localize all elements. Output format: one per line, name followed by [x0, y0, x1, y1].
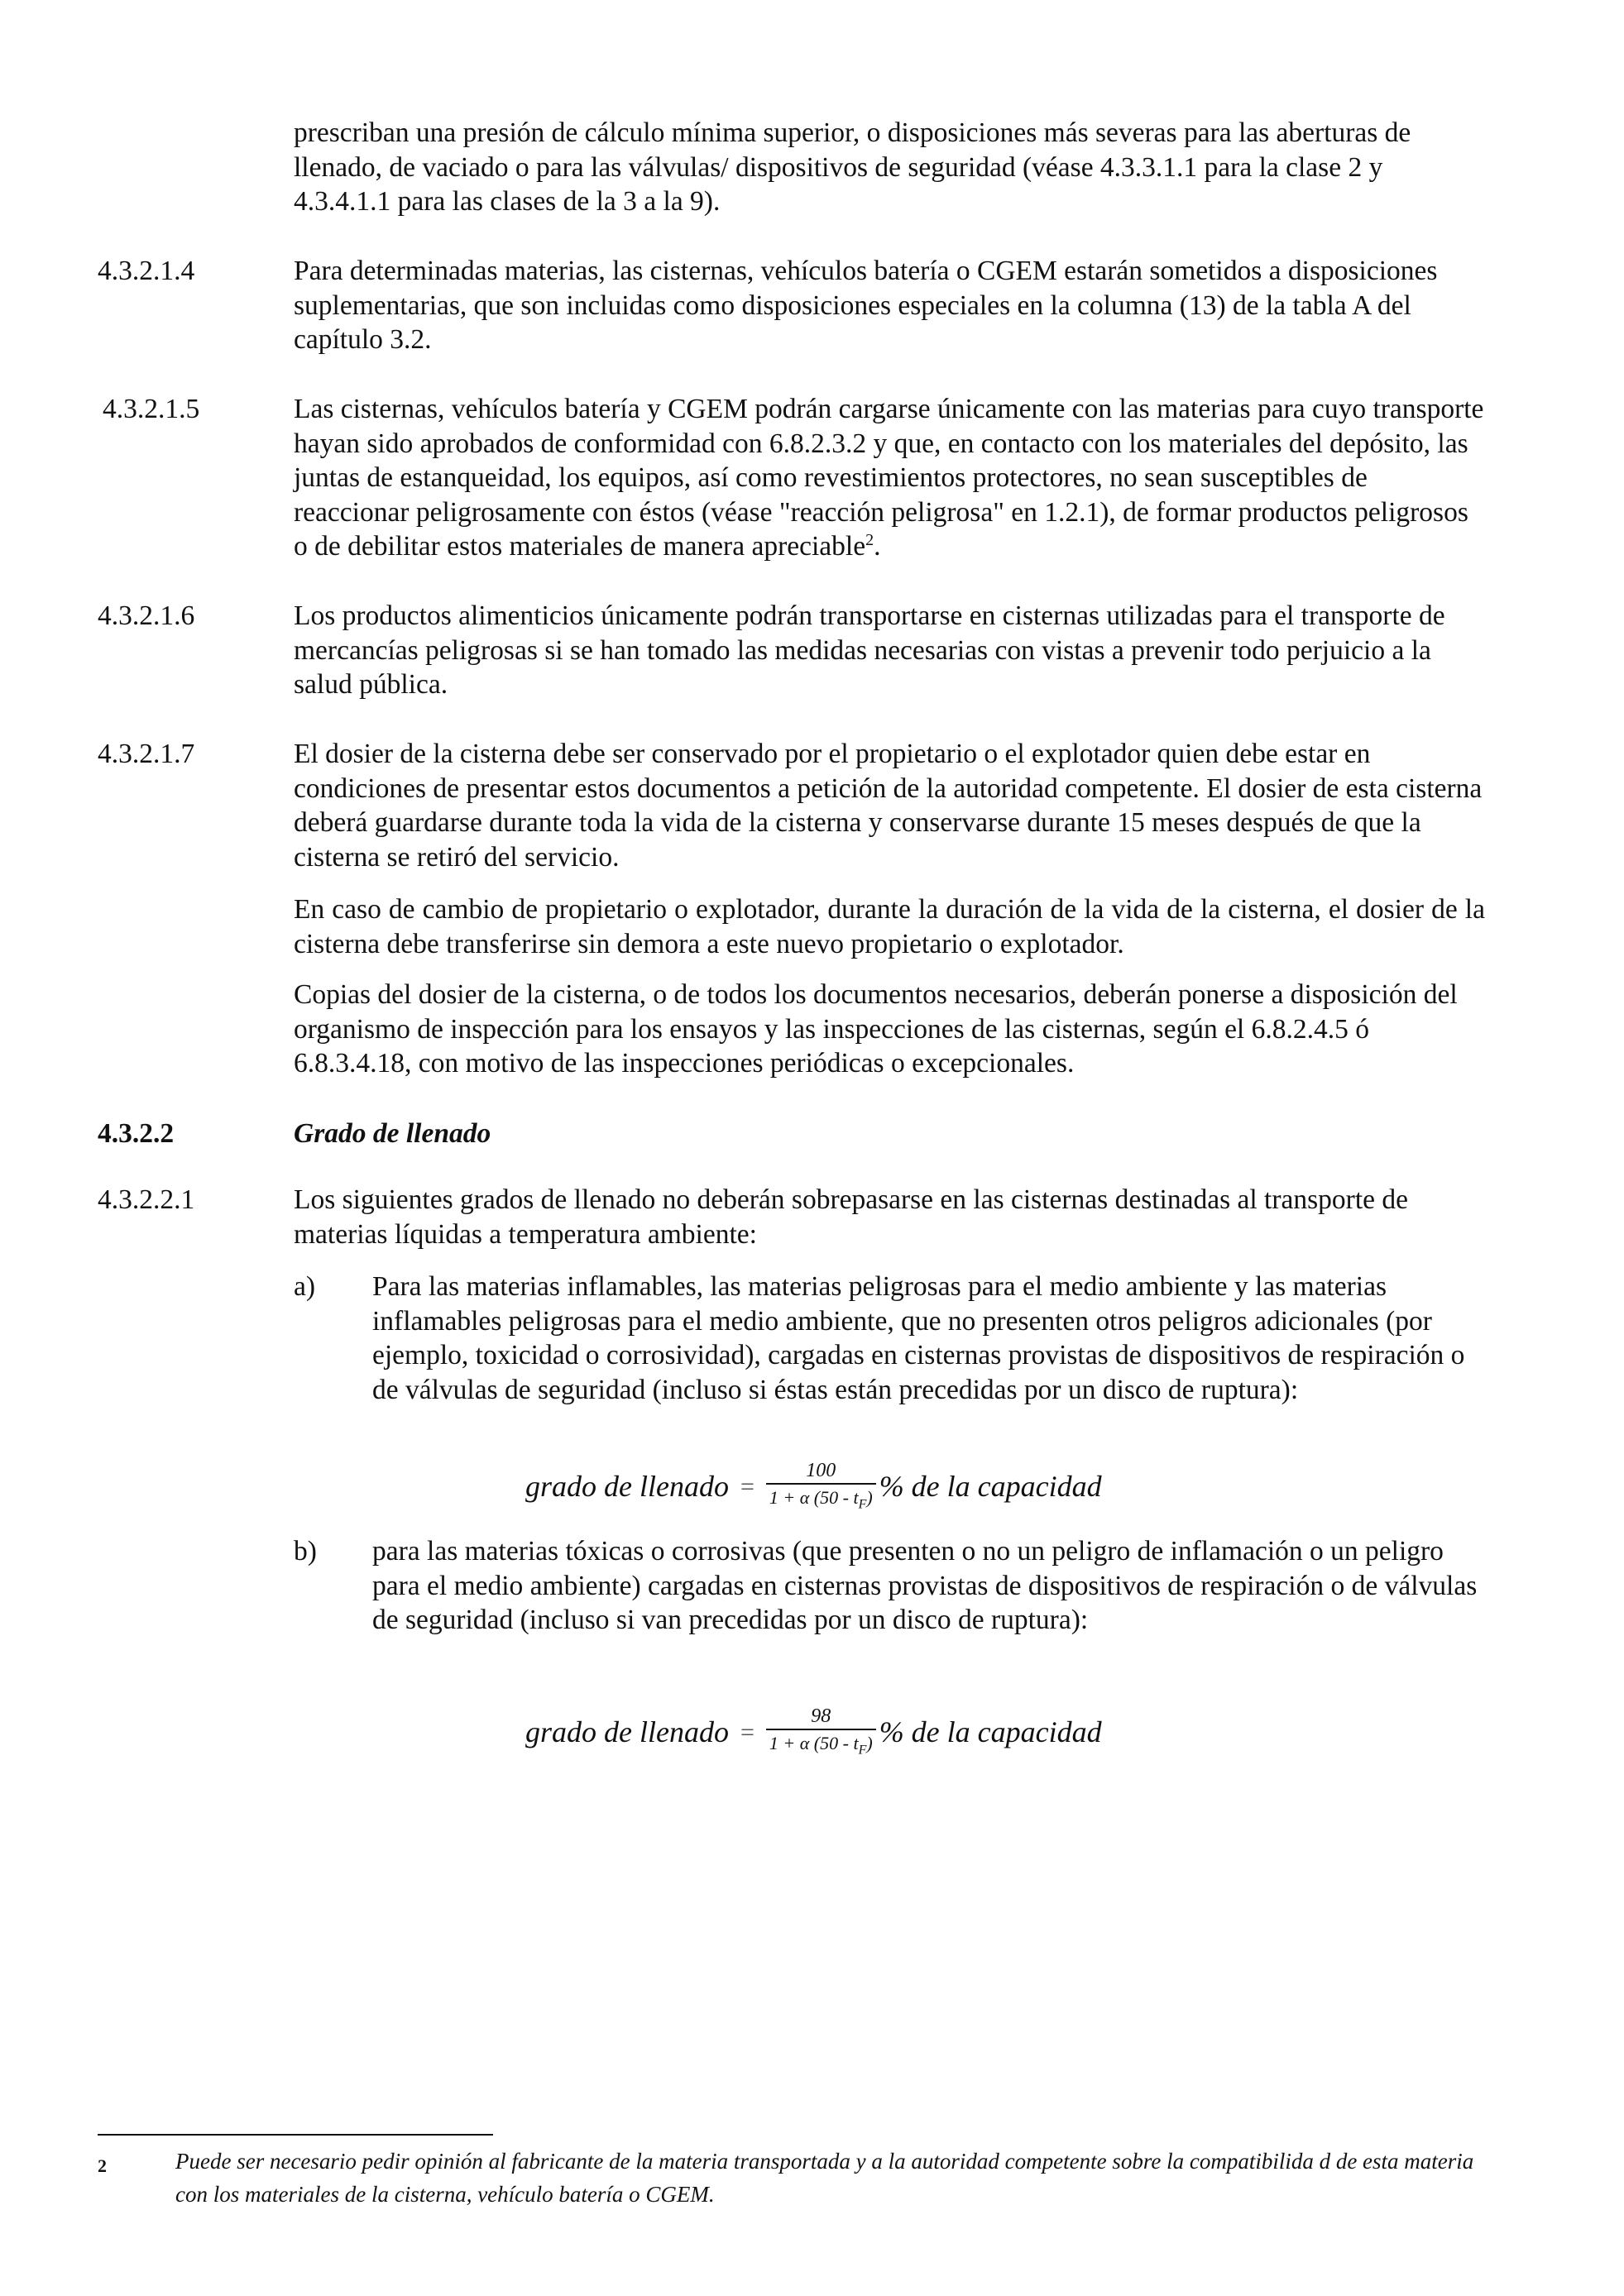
paragraph-4-3-2-1-7	[294, 737, 1485, 874]
formula-rhs: % de la capacidad	[879, 1470, 1102, 1504]
formula-a	[525, 1458, 1102, 1516]
denominator-end: )	[866, 1733, 873, 1753]
denominator-subscript: F	[858, 1497, 867, 1512]
intro-text: prescriban una presión de cálculo mínima superior, o disposiciones más severas para las aberturas de llenado, de vaciado o para las válvulas/ dispositivos de seguridad (véase 4.3.3.1.1 para la clase 2 y 4.3.4.1.1 para las clases de la 3 a la 9).	[294, 117, 1411, 217]
paragraph-text: Para determinadas materias, las cisternas, vehículos batería o CGEM estarán sometidos a disposiciones suplementarias, que son incluidas como disposiciones especiales en la columna (13) de la tabla A del capítulo 3.2.	[294, 256, 1438, 355]
formula-fraction	[766, 1458, 876, 1516]
formula-numerator: 100	[806, 1460, 836, 1481]
paragraph-4-3-2-1-7-extra-2	[294, 978, 1485, 1081]
formula-equals: =	[740, 1473, 755, 1501]
formula-b	[525, 1704, 1102, 1762]
formula-rhs: % de la capacidad	[879, 1715, 1102, 1749]
list-item-label: b)	[294, 1536, 317, 1567]
footnote-body: Puede ser necesario pedir opinión al fabricante de la materia transportada y a la autoridad competente sobre la compatibilida d de esta materia con los materiales de la cisterna, vehículo batería o CGEM.	[175, 2149, 1474, 2207]
paragraph-text	[294, 392, 1485, 564]
denominator-text: 1 + α (50 - t	[769, 1733, 859, 1753]
paragraph-text: Los siguientes grados de llenado no deberán sobrepasarse en las cisternas destinadas al transporte de materias líquidas a temperatura ambiente:	[294, 1184, 1409, 1250]
paragraph-4-3-2-1-7-extra-1	[294, 892, 1485, 961]
paragraph-text: En caso de cambio de propietario o explotador, durante la duración de la vida de la cisterna, el dosier de la cisterna debe transferirse sin demora a este nuevo propietario o explotador.	[294, 894, 1485, 959]
paragraph-end: .	[874, 531, 881, 562]
paragraph-number: 4.3.2.2.1	[98, 1184, 195, 1215]
paragraph-text: Los productos alimenticios únicamente podrán transportarse en cisternas utilizadas para el transporte de mercancías peligrosas si se han tomado las medidas necesarias con vistas a prevenir todo perjuicio a la salud pública.	[294, 600, 1445, 700]
paragraph-body: Las cisternas, vehículos batería y CGEM podrán cargarse únicamente con las materias para cuyo transporte hayan sido aprobados de conformidad con 6.8.2.3.2 y que, en contacto con los materiales del depósito, las juntas de estanqueidad, los equipos, así como revestimientos protectores, no sean susceptibles de reaccionar peligrosamente con éstos (véase "reacción peligrosa" en 1.2.1), de formar productos peligrosos o de debilitar estos materiales de manera apreciable	[294, 394, 1484, 562]
denominator-subscript: F	[858, 1743, 867, 1758]
paragraph-text: Copias del dosier de la cisterna, o de todos los documentos necesarios, deberán ponerse a disposición del organismo de inspección para los ensayos y las inspecciones de las cisternas, según el 6.8.2.4.5 ó 6.8.3.4.18, con motivo de las inspecciones periódicas o excepcionales.	[294, 979, 1458, 1079]
paragraph-number: 4.3.2.1.4	[98, 256, 195, 286]
footnote-mark: 2	[98, 2155, 107, 2176]
paragraph-4-3-2-2-1	[294, 1183, 1485, 1251]
list-item-label: a)	[294, 1271, 316, 1302]
formula-numerator: 98	[811, 1705, 831, 1727]
formula-fraction	[766, 1704, 876, 1762]
formula-lhs: grado de llenado	[525, 1715, 729, 1749]
intro-paragraph	[294, 116, 1485, 219]
paragraph-4-3-2-1-6	[294, 599, 1485, 702]
list-item-text: para las materias tóxicas o corrosivas (que presenten o no un peligro de inflamación o un peligro para el medio ambiente) cargadas en cisternas provistas de dispositivos de respiración o de válvulas de seguridad (incluso si van precedidas por un disco de ruptura):	[372, 1536, 1478, 1635]
section-number: 4.3.2.2	[98, 1118, 175, 1149]
formula-denominator	[766, 1729, 876, 1762]
paragraph-text: El dosier de la cisterna debe ser conservado por el propietario o el explotador quien debe estar en condiciones de presentar estos documentos a petición de la autoridad competente. El dosier de esta cisterna deberá guardarse durante toda la vida de la cisterna y conservarse durante 15 meses después de que la cisterna se retiró del servicio.	[294, 739, 1483, 873]
denominator-text: 1 + α (50 - t	[769, 1487, 859, 1508]
formula-lhs: grado de llenado	[525, 1470, 729, 1504]
paragraph-number: 4.3.2.1.6	[98, 600, 195, 631]
formula-denominator	[766, 1483, 876, 1516]
footnote-reference: 2	[865, 530, 874, 549]
footnote-divider	[98, 2134, 493, 2136]
formula-equals: =	[740, 1719, 755, 1747]
paragraph-number: 4.3.2.1.7	[98, 739, 195, 769]
paragraph-4-3-2-1-4	[294, 254, 1485, 357]
paragraph-4-3-2-1-5	[294, 392, 1485, 564]
denominator-end: )	[866, 1487, 873, 1508]
paragraph-number: 4.3.2.1.5	[103, 394, 200, 424]
list-item-text: Para las materias inflamables, las materias peligrosas para el medio ambiente y las materias inflamables peligrosas para el medio ambiente, que no presenten otros peligros adicionales (por ejemplo, toxicidad o corrosividad), cargadas en cisternas provistas de dispositivos de respiración o de válvulas de seguridad (incluso si éstas están precedidas por un disco de ruptura):	[372, 1271, 1465, 1405]
footnote-text	[175, 2145, 1491, 2211]
section-title: Grado de llenado	[294, 1118, 491, 1149]
